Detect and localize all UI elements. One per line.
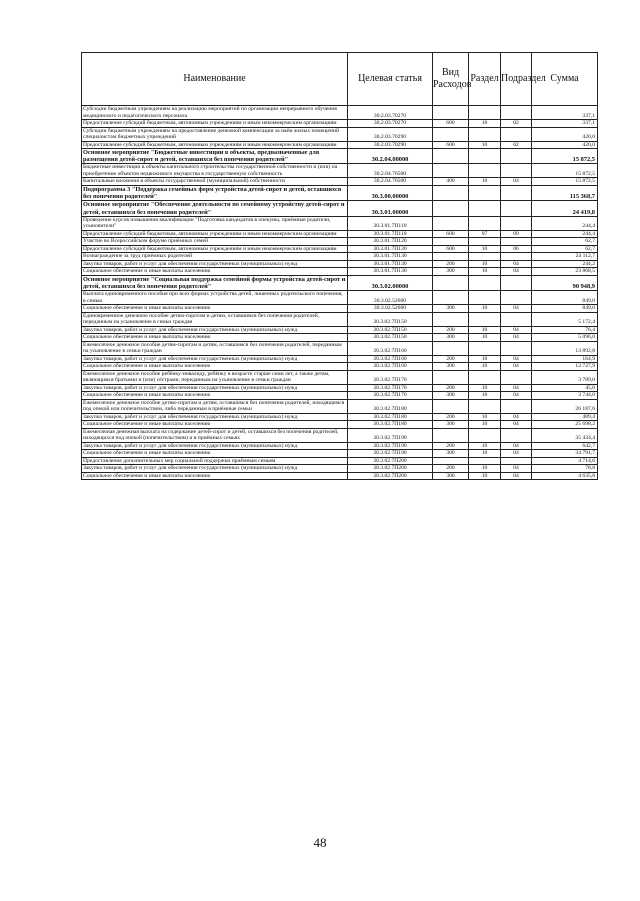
cell-razdel [469,428,501,442]
table-row [82,185,598,200]
cell-code: 30.2.03.70270 [348,106,433,120]
cell-podrazdel [501,370,532,384]
cell-podrazdel: 04 [501,450,532,458]
cell-code: 30.3.00.00000 [348,185,433,200]
cell-summa: 24 112,7 [532,253,598,261]
cell-razdel: 10 [469,260,501,268]
cell-code: 30.3.01.7П110 [348,216,433,230]
cell-code: 30.3.02.7П180 [348,413,433,421]
cell-podrazdel: 04 [501,472,532,480]
cell-podrazdel: 09 [501,230,532,238]
table-row [82,399,598,413]
cell-name: Единовременное денежное пособие детям-сиротам и детям, оставшимся без попечения родителей, переданным на усыновление в семьи граждан [82,312,348,326]
cell-vid [433,127,469,141]
table-row [82,326,598,334]
cell-name: Предоставление субсидий бюджетным, автономным учреждениям и иным некоммерческим организациям [82,245,348,253]
table-row [82,341,598,355]
cell-podrazdel: 04 [501,421,532,429]
cell-razdel [469,164,501,178]
cell-code: 30.3.02.52600 [348,291,433,305]
header-vid: Вид Расходов [433,53,469,106]
cell-vid [433,185,469,200]
cell-name: Субсидии бюджетным учреждениям на реализацию мероприятий по организации непрерывного обучения медицинского и педагогического персонала [82,106,348,120]
budget-table [81,52,598,480]
cell-podrazdel: 04 [501,363,532,371]
cell-razdel [469,106,501,120]
table-row [82,149,598,164]
cell-summa: 337,1 [532,120,598,128]
budget-table-container [81,52,597,480]
table-row [82,312,598,326]
cell-razdel [469,185,501,200]
cell-vid [433,149,469,164]
cell-code: 30.3.02.7П190 [348,450,433,458]
cell-name: Вознаграждение за труд приёмных родителей [82,253,348,261]
cell-vid: 200 [433,442,469,450]
cell-summa: 5 172,4 [532,312,598,326]
cell-summa: 24 419,8 [532,201,598,216]
cell-razdel: 10 [469,355,501,363]
cell-razdel: 10 [469,421,501,429]
cell-vid: 200 [433,384,469,392]
cell-name: Социальное обеспечение и иные выплаты населению [82,268,348,276]
cell-code: 30.3.02.7П190 [348,442,433,450]
cell-vid: 300 [433,450,469,458]
cell-podrazdel [501,185,532,200]
cell-code: 30.3.01.7П130 [348,260,433,268]
cell-summa: 3 789,0 [532,370,598,384]
cell-summa: 244,4 [532,230,598,238]
cell-podrazdel [501,312,532,326]
table-row [82,216,598,230]
cell-summa: 244,2 [532,260,598,268]
table-row [82,465,598,473]
cell-podrazdel: 04 [501,334,532,342]
cell-summa: 5 096,0 [532,334,598,342]
cell-vid: 200 [433,465,469,473]
cell-summa: 337,1 [532,106,598,120]
cell-vid: 200 [433,260,469,268]
cell-name: Подпрограмма 3 "Поддержка семейных форм устройства детей-сирот и детей, оставшихся без попечения родителей" [82,185,348,200]
cell-vid [433,291,469,305]
cell-razdel [469,253,501,261]
table-row [82,201,598,216]
cell-code: 30.3.02.7П200 [348,457,433,465]
cell-podrazdel: 04 [501,384,532,392]
table-row [82,164,598,178]
cell-summa: 45,0 [532,384,598,392]
cell-vid [433,238,469,246]
cell-code: 30.3.02.7П170 [348,370,433,384]
cell-razdel: 10 [469,363,501,371]
cell-code: 30.3.02.7П180 [348,421,433,429]
cell-name: Капитальные вложения в объекты государственной (муниципальной) собственности [82,178,348,186]
cell-code: 30.3.01.7П130 [348,253,433,261]
cell-podrazdel [501,149,532,164]
cell-summa: 244,4 [532,216,598,230]
cell-summa: 849,0 [532,291,598,305]
cell-summa: 90 948,9 [532,275,598,290]
cell-razdel: 10 [469,442,501,450]
cell-razdel [469,238,501,246]
cell-summa: 420,0 [532,141,598,149]
table-row [82,260,598,268]
cell-code: 30.3.02.7П170 [348,392,433,400]
cell-name: Закупка товаров, работ и услуг для обеспечения государственных (муниципальных) нужд [82,326,348,334]
cell-code: 30.3.01.00000 [348,201,433,216]
cell-razdel [469,399,501,413]
cell-name: Социальное обеспечение и иные выплаты населению [82,305,348,313]
table-row [82,442,598,450]
cell-summa: 115 368,7 [532,185,598,200]
cell-name: Участие во Всероссийском форуме приёмных семей [82,238,348,246]
cell-name: Предоставление субсидий бюджетным, автономным учреждениям и иным некоммерческим организациям [82,230,348,238]
cell-code: 30.3.02.7П170 [348,384,433,392]
cell-razdel [469,201,501,216]
cell-podrazdel: 04 [501,268,532,276]
cell-razdel: 10 [469,178,501,186]
cell-vid [433,164,469,178]
cell-code: 30.2.04.70500 [348,164,433,178]
cell-podrazdel [501,201,532,216]
cell-podrazdel: 04 [501,413,532,421]
table-row [82,120,598,128]
cell-code: 30.3.02.7П200 [348,465,433,473]
table-row [82,275,598,290]
cell-vid: 200 [433,326,469,334]
header-podrazdel: Подраздел [501,53,532,106]
table-row [82,268,598,276]
cell-name: Закупка товаров, работ и услуг для обеспечения государственных (муниципальных) нужд [82,465,348,473]
cell-name: Социальное обеспечение и иные выплаты населению [82,421,348,429]
table-header-row [82,53,598,106]
cell-podrazdel [501,216,532,230]
table-row [82,370,598,384]
cell-name: Закупка товаров, работ и услуг для обеспечения государственных (муниципальных) нужд [82,355,348,363]
cell-summa: 35 434,4 [532,428,598,442]
cell-code: 30.3.01.7П130 [348,268,433,276]
cell-podrazdel [501,164,532,178]
cell-razdel: 07 [469,230,501,238]
cell-code: 30.3.02.7П160 [348,341,433,355]
cell-vid: 400 [433,178,469,186]
cell-podrazdel: 04 [501,355,532,363]
cell-name: Основное мероприятие "Бюджетные инвестиции в объекты, предназначенные для размещения детей-сирот и детей, оставшихся без попечения родителей" [82,149,348,164]
cell-code: 30.2.04.70500 [348,178,433,186]
table-row [82,457,598,465]
cell-podrazdel: 04 [501,442,532,450]
cell-name: Бюджетные инвестиции в объекты капитального строительства государственной собственности и (или) на приобретение объектов недвижимого имущества в государственную собственность [82,164,348,178]
cell-code: 30.3.02.7П150 [348,312,433,326]
cell-vid [433,399,469,413]
cell-razdel: 10 [469,413,501,421]
cell-code: 30.3.02.7П160 [348,355,433,363]
cell-summa: 15 872,5 [532,164,598,178]
cell-razdel: 10 [469,305,501,313]
cell-vid [433,457,469,465]
table-row [82,355,598,363]
cell-summa: 15 872,5 [532,149,598,164]
cell-razdel [469,291,501,305]
cell-name: Ежемесячное денежное пособие детям-сиротам и детям, оставшимся без попечения родителей, находящимся под опекой или попечительством, либо переданным в приёмные семьи [82,399,348,413]
cell-summa: 489,4 [532,413,598,421]
cell-summa: 849,0 [532,305,598,313]
cell-code: 30.3.02.52600 [348,305,433,313]
cell-razdel [469,149,501,164]
cell-razdel: 10 [469,334,501,342]
cell-code: 30.3.01.7П110 [348,230,433,238]
cell-razdel [469,275,501,290]
cell-name: Предоставление дополнительных мер социальной поддержки приёмным семьям [82,457,348,465]
cell-vid: 600 [433,141,469,149]
cell-vid: 300 [433,421,469,429]
cell-podrazdel: 04 [501,326,532,334]
cell-summa: 13 892,8 [532,341,598,355]
table-body [82,106,598,480]
cell-razdel: 10 [469,450,501,458]
cell-vid [433,106,469,120]
cell-name: Социальное обеспечение и иные выплаты населению [82,363,348,371]
cell-name: Проведение курсов повышения квалификации "Подготовка кандидатов в опекуны, приёмные родители, усыновители" [82,216,348,230]
cell-vid [433,428,469,442]
cell-razdel [469,216,501,230]
table-row [82,253,598,261]
cell-name: Выплата единовременного пособия при всех формах устройства детей, лишенных родительского попечения, в семью [82,291,348,305]
cell-code: 30.3.01.7П120 [348,245,433,253]
header-summa: Сумма [532,53,598,106]
cell-name: Закупка товаров, работ и услуг для обеспечения государственных (муниципальных) нужд [82,260,348,268]
table-row [82,450,598,458]
cell-vid [433,275,469,290]
cell-name: Ежемесячная денежная выплата на содержание детей-сирот и детей, оставшихся без попечения родителей, находящихся под опекой (попечительством) и в приёмных семьях [82,428,348,442]
cell-podrazdel [501,399,532,413]
cell-name: Основное мероприятие "Обеспечение деятельности по семейному устройству детей-сирот и детей, оставшихся без попечения родителей" [82,201,348,216]
cell-code: 30.2.03.70270 [348,120,433,128]
header-name: Наименование [82,53,348,106]
table-row [82,305,598,313]
cell-podrazdel [501,275,532,290]
cell-summa: 164,9 [532,355,598,363]
table-row [82,472,598,480]
header-code: Целевая статья [348,53,433,106]
cell-razdel: 10 [469,141,501,149]
cell-razdel: 10 [469,245,501,253]
cell-name: Основное мероприятие "Социальная поддержка семейной формы устройства детей-сирот и детей, оставшихся без попечения родителей" [82,275,348,290]
cell-razdel: 10 [469,465,501,473]
cell-summa: 4 635,8 [532,472,598,480]
cell-code: 30.2.03.70290 [348,141,433,149]
cell-razdel: 10 [469,120,501,128]
cell-summa: 420,0 [532,127,598,141]
cell-summa: 15 872,5 [532,178,598,186]
cell-razdel: 10 [469,268,501,276]
cell-code: 30.3.02.7П180 [348,399,433,413]
table-row [82,106,598,120]
table-row [82,238,598,246]
cell-razdel: 10 [469,384,501,392]
cell-podrazdel [501,428,532,442]
cell-summa: 13 727,9 [532,363,598,371]
cell-name: Социальное обеспечение и иные выплаты населению [82,392,348,400]
cell-summa: 78,8 [532,465,598,473]
cell-summa: 4 714,6 [532,457,598,465]
cell-vid: 600 [433,245,469,253]
table-row [82,230,598,238]
cell-summa: 25 698,2 [532,421,598,429]
cell-podrazdel [501,127,532,141]
cell-podrazdel [501,457,532,465]
table-row [82,291,598,305]
cell-vid: 300 [433,363,469,371]
cell-name: Предоставление субсидий бюджетным, автономным учреждениям и иным некоммерческим организациям [82,120,348,128]
cell-podrazdel: 02 [501,120,532,128]
cell-code: 30.3.02.7П200 [348,472,433,480]
cell-razdel: 10 [469,392,501,400]
cell-podrazdel: 04 [501,178,532,186]
cell-code: 30.2.03.70290 [348,127,433,141]
table-row [82,421,598,429]
table-row [82,428,598,442]
cell-code: 30.3.02.00000 [348,275,433,290]
cell-podrazdel: 04 [501,305,532,313]
cell-podrazdel: 02 [501,141,532,149]
cell-summa: 3 744,0 [532,392,598,400]
cell-name: Социальное обеспечение и иные выплаты населению [82,472,348,480]
cell-razdel [469,127,501,141]
cell-summa: 62,7 [532,238,598,246]
cell-vid: 300 [433,472,469,480]
table-row [82,245,598,253]
table-row [82,363,598,371]
cell-code: 30.3.01.7П120 [348,238,433,246]
cell-summa: 642,7 [532,442,598,450]
cell-name: Социальное обеспечение и иные выплаты населению [82,450,348,458]
header-razdel: Раздел [469,53,501,106]
cell-podrazdel [501,291,532,305]
cell-summa: 62,7 [532,245,598,253]
cell-summa: 23 868,5 [532,268,598,276]
table-row [82,127,598,141]
cell-vid [433,216,469,230]
cell-name: Закупка товаров, работ и услуг для обеспечения государственных (муниципальных) нужд [82,442,348,450]
cell-podrazdel [501,341,532,355]
cell-razdel: 10 [469,472,501,480]
cell-summa: 26 187,6 [532,399,598,413]
cell-code: 30.3.02.7П150 [348,326,433,334]
cell-code: 30.3.02.7П150 [348,334,433,342]
cell-razdel [469,312,501,326]
cell-vid [433,253,469,261]
cell-name: Ежемесячное денежное пособие ребёнку-инвалиду, ребёнку в возрасте старше семи лет, а также детям, являющимся братьями и (или) сёстрами, переданным на усыновление в семьи граждан [82,370,348,384]
cell-name: Предоставление субсидий бюджетным, автономным учреждениям и иным некоммерческим организациям [82,141,348,149]
cell-podrazdel [501,253,532,261]
cell-summa: 76,4 [532,326,598,334]
cell-summa: 34 791,7 [532,450,598,458]
table-row [82,141,598,149]
cell-code: 30.3.02.7П190 [348,428,433,442]
cell-razdel [469,457,501,465]
table-row [82,178,598,186]
table-row [82,392,598,400]
cell-podrazdel [501,106,532,120]
cell-vid: 600 [433,120,469,128]
cell-code: 30.3.02.7П160 [348,363,433,371]
table-row [82,413,598,421]
cell-razdel [469,341,501,355]
cell-name: Закупка товаров, работ и услуг для обеспечения государственных (муниципальных) нужд [82,384,348,392]
cell-podrazdel: 06 [501,245,532,253]
cell-vid: 600 [433,230,469,238]
table-row [82,384,598,392]
cell-vid [433,341,469,355]
cell-vid [433,201,469,216]
cell-name: Закупка товаров, работ и услуг для обеспечения государственных (муниципальных) нужд [82,413,348,421]
table-row [82,334,598,342]
cell-vid: 200 [433,355,469,363]
cell-vid: 300 [433,305,469,313]
cell-vid: 200 [433,413,469,421]
cell-razdel [469,370,501,384]
cell-podrazdel: 04 [501,392,532,400]
cell-code: 30.2.04.00000 [348,149,433,164]
cell-razdel: 10 [469,326,501,334]
cell-name: Субсидии бюджетным учреждениям на предоставление денежной компенсации за наём жилых помещений специалистам бюджетных учреждений [82,127,348,141]
cell-vid: 300 [433,268,469,276]
cell-vid [433,312,469,326]
cell-vid: 300 [433,392,469,400]
cell-name: Ежемесячное денежное пособие детям-сиротам и детям, оставшимся без попечения родителей, переданным на усыновление в семьи граждан [82,341,348,355]
cell-podrazdel [501,238,532,246]
cell-name: Социальное обеспечение и иные выплаты населению [82,334,348,342]
cell-podrazdel: 04 [501,260,532,268]
cell-vid: 300 [433,334,469,342]
cell-vid [433,370,469,384]
cell-podrazdel: 04 [501,465,532,473]
page-number: 48 [313,835,327,850]
